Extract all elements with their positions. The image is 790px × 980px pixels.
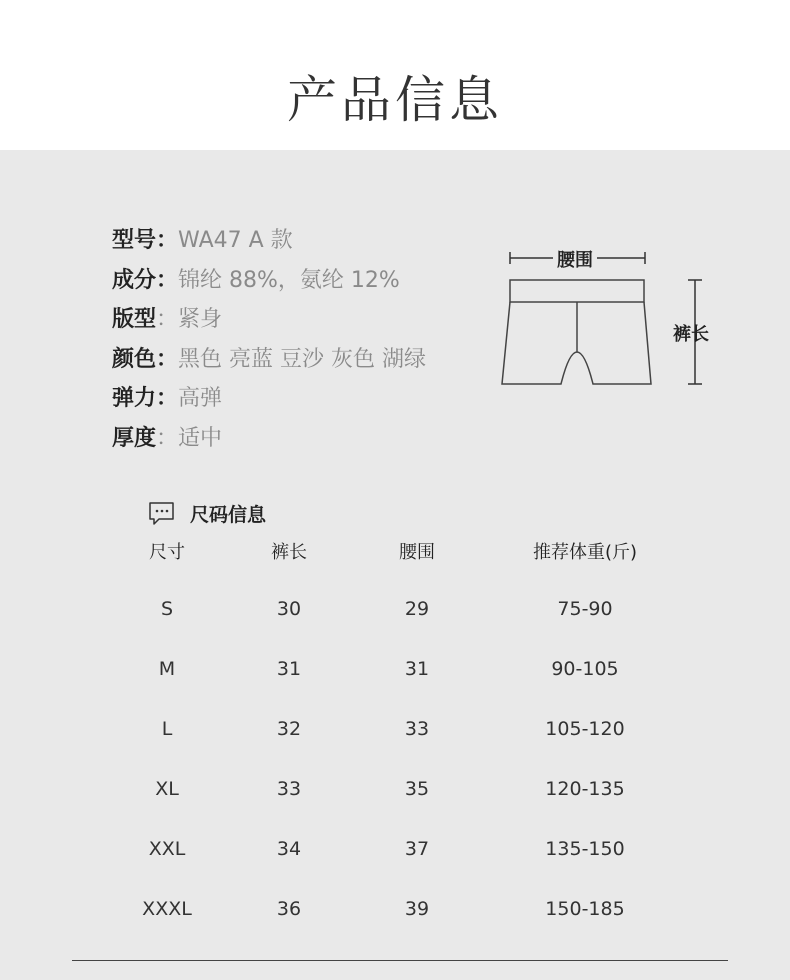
spec-row-elasticity bbox=[112, 382, 426, 422]
shorts-outline-icon bbox=[502, 280, 651, 384]
cell-size: XXL bbox=[148, 838, 186, 860]
spec-label: 版型 bbox=[112, 307, 157, 332]
cell-waist: 29 bbox=[404, 598, 430, 620]
chat-bubble-icon bbox=[148, 501, 176, 527]
size-section-header bbox=[148, 500, 266, 527]
table-row bbox=[0, 598, 790, 658]
cell-length: 36 bbox=[276, 898, 302, 920]
cell-size: S bbox=[160, 598, 174, 620]
cell-length: 32 bbox=[276, 718, 302, 740]
cell-length: 34 bbox=[276, 838, 302, 860]
spec-value: ：紧身 bbox=[156, 307, 223, 332]
page-title: 产品信息 bbox=[287, 71, 503, 129]
column-header-length: 裤长 bbox=[271, 542, 307, 563]
bottom-divider bbox=[72, 960, 728, 961]
column-header-size: 尺寸 bbox=[149, 542, 185, 563]
cell-size: XL bbox=[155, 778, 179, 800]
table-row bbox=[0, 898, 790, 958]
column-header-weight: 推荐体重(斤) bbox=[532, 542, 638, 563]
cell-size: M bbox=[158, 658, 176, 680]
spec-label: 颜色： bbox=[112, 346, 179, 372]
spec-value: 高弹 bbox=[178, 386, 223, 411]
spec-row-model bbox=[112, 224, 426, 264]
spec-value: 锦纶 88%，氨纶 12% bbox=[178, 267, 400, 293]
cell-waist: 35 bbox=[404, 778, 430, 800]
cell-size: XXXL bbox=[142, 898, 192, 920]
spec-value: WA47 A 款 bbox=[178, 228, 293, 253]
spec-value: 黑色 亮蓝 豆沙 灰色 湖绿 bbox=[178, 346, 426, 372]
table-header-row bbox=[0, 538, 790, 598]
cell-weight: 120-135 bbox=[545, 778, 625, 800]
length-label: 裤长 bbox=[673, 324, 709, 345]
spec-row-thickness bbox=[112, 422, 426, 462]
table-row bbox=[0, 838, 790, 898]
cell-weight: 135-150 bbox=[545, 838, 625, 860]
cell-weight: 105-120 bbox=[545, 718, 625, 740]
cell-waist: 37 bbox=[404, 838, 430, 860]
spec-label: 成分： bbox=[112, 267, 179, 293]
cell-length: 30 bbox=[276, 598, 302, 620]
cell-waist: 31 bbox=[404, 658, 430, 680]
cell-waist: 39 bbox=[404, 898, 430, 920]
spec-value: ：适中 bbox=[156, 425, 223, 451]
column-header-waist: 腰围 bbox=[399, 542, 435, 563]
waist-label: 腰围 bbox=[553, 246, 597, 272]
cell-weight: 75-90 bbox=[557, 598, 613, 620]
spec-label: 厚度 bbox=[112, 425, 157, 451]
cell-weight: 150-185 bbox=[545, 898, 625, 920]
spec-label: 型号： bbox=[112, 228, 179, 253]
table-row bbox=[0, 658, 790, 718]
spec-row-fit bbox=[112, 303, 426, 343]
cell-length: 31 bbox=[276, 658, 302, 680]
cell-weight: 90-105 bbox=[551, 658, 619, 680]
cell-size: L bbox=[161, 718, 173, 740]
table-row bbox=[0, 778, 790, 838]
spec-row-material bbox=[112, 264, 426, 304]
table-row bbox=[0, 718, 790, 778]
cell-waist: 33 bbox=[404, 718, 430, 740]
spec-list bbox=[112, 224, 426, 461]
cell-length: 33 bbox=[276, 778, 302, 800]
spec-row-colors bbox=[112, 343, 426, 383]
spec-label: 弹力： bbox=[112, 386, 179, 411]
size-section-title: 尺码信息 bbox=[190, 504, 267, 526]
